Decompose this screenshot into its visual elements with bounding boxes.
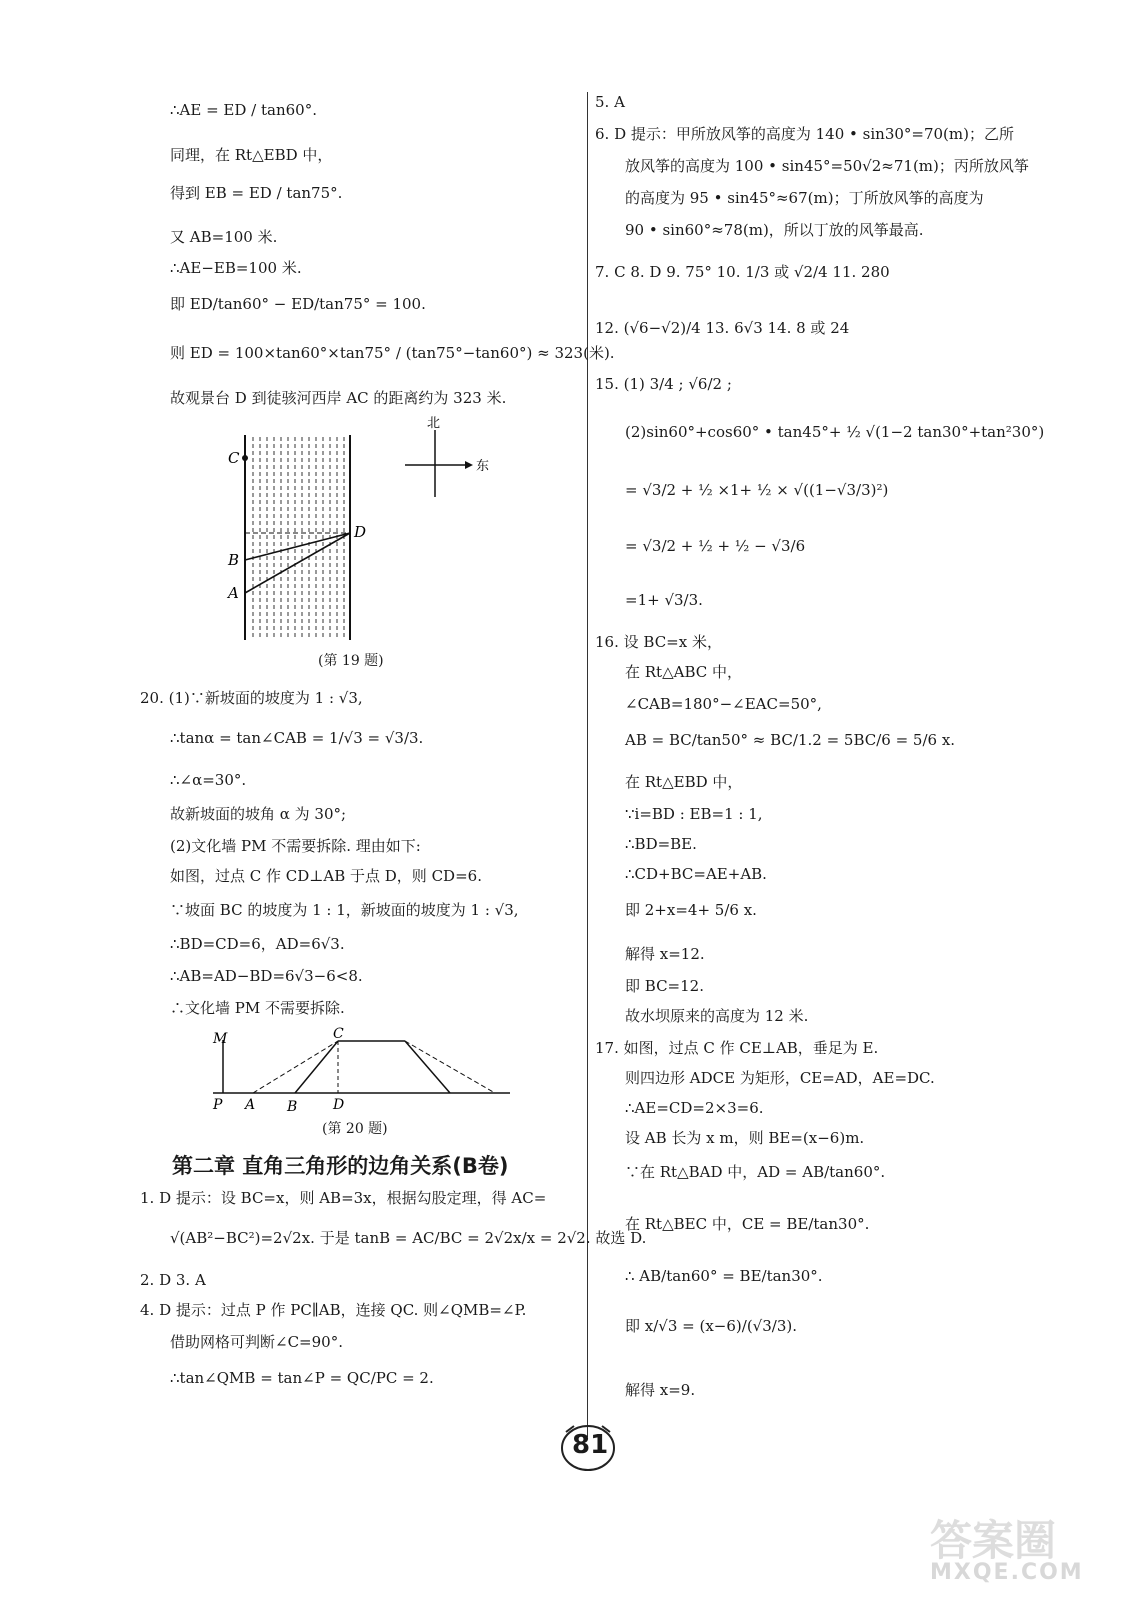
left-text-line: ∴AE = ED / tan60°.: [170, 101, 317, 119]
right-text-line: 即 x/√3 = (x−6)/(√3/3).: [625, 1317, 797, 1335]
fig20-label-p: P: [213, 1097, 223, 1113]
left-text-line: ∴文化墙 PM 不需要拆除.: [170, 999, 345, 1017]
right-text-line: 17. 如图，过点 C 作 CE⊥AB，垂足为 E.: [595, 1039, 879, 1057]
left-text-line: 4. D 提示：过点 P 作 PC∥AB，连接 QC. 则∠QMB=∠P.: [140, 1301, 527, 1319]
watermark-logo: 答案圈: [930, 1516, 1057, 1565]
right-text-line: ∴BD=BE.: [625, 835, 697, 853]
fig20-label-b: B: [287, 1099, 298, 1115]
right-text-line: 即 2+x=4+ 5/6 x.: [625, 901, 757, 919]
fig20-label-m: M: [213, 1031, 228, 1047]
right-text-line: (2)sin60°+cos60° • tan45°+ ½ √(1−2 tan30°+tan²30°): [625, 423, 1045, 441]
right-text-line: AB = BC/tan50° ≈ BC/1.2 = 5BC/6 = 5/6 x.: [625, 731, 956, 749]
left-text-line: 同理，在 Rt△EBD 中，: [170, 146, 333, 164]
right-text-line: 7. C 8. D 9. 75° 10. 1/3 或 √2/4 11. 280: [595, 263, 890, 281]
page-number: 81: [572, 1430, 609, 1460]
right-text-line: = √3/2 + ½ ×1+ ½ × √((1−√3/3)²): [625, 481, 889, 499]
right-text-line: 设 AB 长为 x m，则 BE=(x−6)m.: [625, 1129, 865, 1147]
left-text-line: ∴AB=AD−BD=6√3−6<8.: [170, 967, 363, 985]
right-text-line: 即 BC=12.: [625, 977, 704, 995]
fig19-caption: (第 19 题): [318, 653, 384, 669]
right-text-line: 6. D 提示：甲所放风筝的高度为 140 • sin30°=70(m)；乙所: [595, 125, 1014, 143]
left-text-line: ∵坡面 BC 的坡度为 1 : 1，新坡面的坡度为 1 : √3,: [170, 901, 519, 919]
left-text-line: ∴tan∠QMB = tan∠P = QC/PC = 2.: [170, 1369, 434, 1387]
fig19-label-c: C: [228, 449, 240, 467]
right-text-line: 在 Rt△ABC 中，: [625, 663, 743, 681]
right-text-line: ∵在 Rt△BAD 中，AD = AB/tan60°.: [625, 1163, 886, 1181]
left-text-line: 则 ED = 100×tan60°×tan75° / (tan75°−tan60°) ≈ 323(米).: [170, 344, 615, 362]
left-text-line: ∴tanα = tan∠CAB = 1/√3 = √3/3.: [170, 729, 424, 747]
left-text-line: 即 ED/tan60° − ED/tan75° = 100.: [170, 295, 426, 313]
right-text-line: 5. A: [595, 93, 625, 111]
left-text-line: 借助网格可判断∠C=90°.: [170, 1333, 343, 1351]
left-text-line: 又 AB=100 米.: [170, 228, 278, 246]
fig19-north: 北: [427, 416, 441, 431]
fig20-label-d: D: [333, 1097, 345, 1113]
right-text-line: 15. (1) 3/4 ; √6/2 ;: [595, 375, 732, 393]
right-text-line: 16. 设 BC=x 米，: [595, 633, 722, 651]
right-text-line: 解得 x=9.: [625, 1381, 696, 1399]
left-text-line: 故新坡面的坡角 α 为 30°;: [170, 805, 347, 823]
left-text-line: 故观景台 D 到徒骇河西岸 AC 的距离约为 323 米.: [170, 389, 507, 407]
right-text-line: 放风筝的高度为 100 • sin45°=50√2≈71(m)；丙所放风筝: [625, 157, 1029, 175]
right-text-line: ∴ AB/tan60° = BE/tan30°.: [625, 1267, 823, 1285]
fig20-caption: (第 20 题): [322, 1121, 388, 1137]
right-text-line: 12. (√6−√2)/4 13. 6√3 14. 8 或 24: [595, 319, 850, 337]
right-text-line: = √3/2 + ½ + ½ − √3/6: [625, 537, 806, 555]
left-text-line: 如图，过点 C 作 CD⊥AB 于点 D，则 CD=6.: [170, 867, 482, 885]
right-text-line: ∴AE=CD=2×3=6.: [625, 1099, 764, 1117]
figure-20: [205, 1025, 515, 1115]
left-text-line: ∴AE−EB=100 米.: [170, 259, 302, 277]
left-text-line: 得到 EB = ED / tan75°.: [170, 184, 343, 202]
right-text-line: =1+ √3/3.: [625, 591, 703, 609]
left-text-line: 1. D 提示：设 BC=x，则 AB=3x，根据勾股定理，得 AC=: [140, 1189, 547, 1207]
watermark-url: MXQE.COM: [930, 1560, 1084, 1585]
fig19-label-a: A: [228, 584, 239, 602]
right-text-line: 在 Rt△BEC 中，CE = BE/tan30°.: [625, 1215, 870, 1233]
left-text-line: 20. (1)∵新坡面的坡度为 1 : √3,: [140, 689, 363, 707]
right-text-line: 在 Rt△EBD 中，: [625, 773, 743, 791]
figure-19: [220, 415, 500, 655]
right-text-line: ∴CD+BC=AE+AB.: [625, 865, 767, 883]
right-text-line: 则四边形 ADCE 为矩形，CE=AD，AE=DC.: [625, 1069, 935, 1087]
chapter-title: 第二章 直角三角形的边角关系(B卷): [172, 1154, 509, 1178]
fig20-label-c: C: [333, 1026, 344, 1042]
fig19-east: 东: [476, 459, 490, 474]
left-text-line: (2)文化墙 PM 不需要拆除. 理由如下:: [170, 837, 421, 855]
right-text-line: 的高度为 95 • sin45°≈67(m)；丁所放风筝的高度为: [625, 189, 984, 207]
right-text-line: 故水坝原来的高度为 12 米.: [625, 1007, 809, 1025]
right-text-line: 90 • sin60°≈78(m)，所以丁放的风筝最高.: [625, 221, 924, 239]
left-text-line: √(AB²−BC²)=2√2x. 于是 tanB = AC/BC = 2√2x/x = 2√2. 故选 D.: [170, 1229, 647, 1247]
right-text-line: 解得 x=12.: [625, 945, 705, 963]
fig19-label-d: D: [354, 523, 367, 541]
fig20-label-a: A: [245, 1097, 256, 1113]
fig19-label-b: B: [228, 551, 240, 569]
left-text-line: 2. D 3. A: [140, 1271, 206, 1289]
left-text-line: ∴BD=CD=6，AD=6√3.: [170, 935, 345, 953]
right-text-line: ∠CAB=180°−∠EAC=50°,: [625, 695, 822, 713]
right-text-line: ∵i=BD : EB=1 : 1,: [625, 805, 763, 823]
left-text-line: ∴∠α=30°.: [170, 771, 247, 789]
